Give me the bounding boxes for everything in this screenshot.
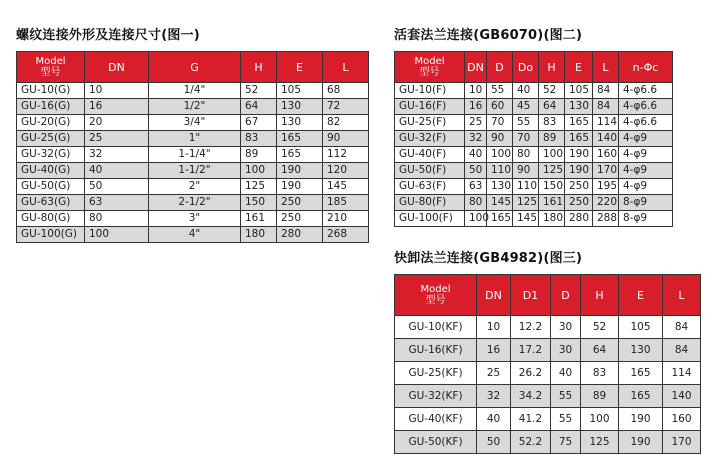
column-header: DN <box>85 52 149 83</box>
value-cell: 64 <box>241 99 277 115</box>
thread-connection-table <box>16 51 369 243</box>
value-cell: 112 <box>323 147 369 163</box>
value-cell: 220 <box>593 195 619 211</box>
model-cell: GU-16(F) <box>395 99 465 115</box>
value-cell: 90 <box>323 131 369 147</box>
column-header: H <box>581 275 619 316</box>
thread-connection-section <box>16 27 369 243</box>
value-cell: 190 <box>565 147 593 163</box>
table-row <box>17 227 369 243</box>
value-cell: 130 <box>277 99 323 115</box>
value-cell: 52 <box>581 316 619 339</box>
value-cell: 52 <box>539 83 565 99</box>
value-cell: 70 <box>487 115 513 131</box>
value-cell: 90 <box>487 131 513 147</box>
value-cell: 195 <box>593 179 619 195</box>
model-cell: GU-10(KF) <box>395 316 477 339</box>
value-cell: 32 <box>465 131 487 147</box>
value-cell: 100 <box>85 227 149 243</box>
quick-release-flange-section <box>394 250 701 454</box>
table-header-row <box>395 52 673 83</box>
value-cell: 16 <box>477 339 511 362</box>
model-cell: GU-32(KF) <box>395 385 477 408</box>
value-cell: 40 <box>477 408 511 431</box>
value-cell: 84 <box>663 316 701 339</box>
value-cell: 55 <box>513 115 539 131</box>
value-cell: 55 <box>551 408 581 431</box>
value-cell: 89 <box>241 147 277 163</box>
model-header <box>395 52 465 83</box>
model-header-en: Model <box>414 56 445 67</box>
value-cell: 250 <box>565 195 593 211</box>
table-row <box>395 115 673 131</box>
model-header <box>17 52 85 83</box>
value-cell: 67 <box>241 115 277 131</box>
value-cell: 160 <box>663 408 701 431</box>
table-row <box>395 147 673 163</box>
value-cell: 165 <box>619 362 663 385</box>
value-cell: 41.2 <box>511 408 551 431</box>
model-header-cn: 型号 <box>40 67 61 78</box>
value-cell: 165 <box>565 115 593 131</box>
value-cell: 90 <box>513 163 539 179</box>
value-cell: 82 <box>323 115 369 131</box>
column-header: L <box>323 52 369 83</box>
value-cell: 4-φ9 <box>619 163 673 179</box>
value-cell: 83 <box>581 362 619 385</box>
table-row <box>395 131 673 147</box>
value-cell: 40 <box>465 147 487 163</box>
value-cell: 170 <box>593 163 619 179</box>
value-cell: 280 <box>565 211 593 227</box>
value-cell: 25 <box>85 131 149 147</box>
model-header-en: Model <box>35 56 66 67</box>
value-cell: 165 <box>565 131 593 147</box>
table-row <box>395 163 673 179</box>
value-cell: 55 <box>551 385 581 408</box>
value-cell: 80 <box>465 195 487 211</box>
value-cell: 89 <box>539 131 565 147</box>
value-cell: 4-φ6.6 <box>619 115 673 131</box>
model-cell: GU-50(KF) <box>395 431 477 454</box>
value-cell: 30 <box>551 339 581 362</box>
value-cell: 250 <box>565 179 593 195</box>
value-cell: 4-φ9 <box>619 131 673 147</box>
column-header: D <box>551 275 581 316</box>
value-cell: 64 <box>539 99 565 115</box>
model-cell: GU-16(G) <box>17 99 85 115</box>
loose-flange-table <box>394 51 673 227</box>
value-cell: 50 <box>465 163 487 179</box>
value-cell: 26.2 <box>511 362 551 385</box>
column-header: E <box>565 52 593 83</box>
value-cell: 288 <box>593 211 619 227</box>
model-cell: GU-10(G) <box>17 83 85 99</box>
value-cell: 52 <box>241 83 277 99</box>
value-cell: 1-1/4" <box>149 147 241 163</box>
value-cell: 84 <box>593 83 619 99</box>
value-cell: 72 <box>323 99 369 115</box>
value-cell: 80 <box>85 211 149 227</box>
table-row <box>395 195 673 211</box>
value-cell: 20 <box>85 115 149 131</box>
table-row <box>395 83 673 99</box>
column-header: DN <box>465 52 487 83</box>
value-cell: 55 <box>487 83 513 99</box>
value-cell: 68 <box>323 83 369 99</box>
value-cell: 165 <box>487 211 513 227</box>
value-cell: 165 <box>277 131 323 147</box>
value-cell: 1/2" <box>149 99 241 115</box>
value-cell: 45 <box>513 99 539 115</box>
value-cell: 100 <box>487 147 513 163</box>
value-cell: 180 <box>539 211 565 227</box>
value-cell: 52.2 <box>511 431 551 454</box>
value-cell: 63 <box>85 195 149 211</box>
value-cell: 180 <box>241 227 277 243</box>
table-row <box>17 99 369 115</box>
model-cell: GU-16(KF) <box>395 339 477 362</box>
value-cell: 130 <box>619 339 663 362</box>
value-cell: 25 <box>465 115 487 131</box>
value-cell: 100 <box>581 408 619 431</box>
value-cell: 4-φ6.6 <box>619 99 673 115</box>
value-cell: 120 <box>323 163 369 179</box>
value-cell: 145 <box>487 195 513 211</box>
table-row <box>395 385 701 408</box>
table-row <box>395 362 701 385</box>
column-header: D <box>487 52 513 83</box>
table-header-row <box>17 52 369 83</box>
value-cell: 40 <box>513 83 539 99</box>
table-row <box>17 131 369 147</box>
value-cell: 145 <box>323 179 369 195</box>
column-header: DN <box>477 275 511 316</box>
value-cell: 250 <box>277 195 323 211</box>
model-header-cn: 型号 <box>419 67 440 78</box>
value-cell: 125 <box>513 195 539 211</box>
value-cell: 3" <box>149 211 241 227</box>
value-cell: 161 <box>539 195 565 211</box>
model-cell: GU-80(F) <box>395 195 465 211</box>
model-cell: GU-10(F) <box>395 83 465 99</box>
value-cell: 83 <box>241 131 277 147</box>
model-cell: GU-25(F) <box>395 115 465 131</box>
value-cell: 165 <box>619 385 663 408</box>
model-cell: GU-20(G) <box>17 115 85 131</box>
value-cell: 105 <box>277 83 323 99</box>
model-cell: GU-40(KF) <box>395 408 477 431</box>
model-cell: GU-100(G) <box>17 227 85 243</box>
column-header: E <box>619 275 663 316</box>
table-row <box>395 99 673 115</box>
table-row <box>395 316 701 339</box>
model-cell: GU-40(F) <box>395 147 465 163</box>
value-cell: 8-φ9 <box>619 195 673 211</box>
value-cell: 280 <box>277 227 323 243</box>
value-cell: 16 <box>85 99 149 115</box>
column-header: n-Φc <box>619 52 673 83</box>
value-cell: 125 <box>539 163 565 179</box>
value-cell: 2" <box>149 179 241 195</box>
value-cell: 140 <box>663 385 701 408</box>
value-cell: 210 <box>323 211 369 227</box>
column-header: H <box>241 52 277 83</box>
value-cell: 125 <box>581 431 619 454</box>
value-cell: 64 <box>581 339 619 362</box>
value-cell: 130 <box>277 115 323 131</box>
table-row <box>395 339 701 362</box>
table-row <box>17 163 369 179</box>
table-row <box>17 211 369 227</box>
model-cell: GU-32(F) <box>395 131 465 147</box>
value-cell: 4-φ9 <box>619 147 673 163</box>
model-cell: GU-25(KF) <box>395 362 477 385</box>
table-row <box>17 179 369 195</box>
value-cell: 89 <box>581 385 619 408</box>
model-cell: GU-100(F) <box>395 211 465 227</box>
model-cell: GU-63(G) <box>17 195 85 211</box>
value-cell: 165 <box>277 147 323 163</box>
table-row <box>17 115 369 131</box>
value-cell: 140 <box>593 131 619 147</box>
value-cell: 12.2 <box>511 316 551 339</box>
value-cell: 10 <box>465 83 487 99</box>
value-cell: 250 <box>277 211 323 227</box>
value-cell: 32 <box>85 147 149 163</box>
value-cell: 110 <box>513 179 539 195</box>
value-cell: 100 <box>465 211 487 227</box>
column-header: E <box>277 52 323 83</box>
value-cell: 40 <box>551 362 581 385</box>
column-header: L <box>663 275 701 316</box>
value-cell: 34.2 <box>511 385 551 408</box>
value-cell: 4-φ9 <box>619 179 673 195</box>
loose-flange-section <box>394 27 673 227</box>
column-header: L <box>593 52 619 83</box>
value-cell: 50 <box>477 431 511 454</box>
value-cell: 190 <box>619 408 663 431</box>
value-cell: 84 <box>663 339 701 362</box>
value-cell: 2-1/2" <box>149 195 241 211</box>
value-cell: 160 <box>593 147 619 163</box>
value-cell: 4" <box>149 227 241 243</box>
value-cell: 130 <box>487 179 513 195</box>
value-cell: 114 <box>663 362 701 385</box>
value-cell: 84 <box>593 99 619 115</box>
model-cell: GU-40(G) <box>17 163 85 179</box>
value-cell: 70 <box>513 131 539 147</box>
value-cell: 130 <box>565 99 593 115</box>
value-cell: 50 <box>85 179 149 195</box>
model-cell: GU-50(F) <box>395 163 465 179</box>
value-cell: 105 <box>619 316 663 339</box>
value-cell: 1/4" <box>149 83 241 99</box>
value-cell: 125 <box>241 179 277 195</box>
model-cell: GU-50(G) <box>17 179 85 195</box>
value-cell: 170 <box>663 431 701 454</box>
value-cell: 150 <box>539 179 565 195</box>
value-cell: 63 <box>465 179 487 195</box>
value-cell: 10 <box>477 316 511 339</box>
value-cell: 4-φ6.6 <box>619 83 673 99</box>
quick-release-flange-title: 快卸法兰连接(GB4982)(图三) <box>394 251 583 266</box>
quick-release-flange-table <box>394 274 701 454</box>
value-cell: 161 <box>241 211 277 227</box>
model-header <box>395 275 477 316</box>
thread-connection-title: 螺纹连接外形及连接尺寸(图一) <box>16 28 200 43</box>
value-cell: 10 <box>85 83 149 99</box>
value-cell: 40 <box>85 163 149 179</box>
column-header: H <box>539 52 565 83</box>
value-cell: 105 <box>565 83 593 99</box>
value-cell: 185 <box>323 195 369 211</box>
value-cell: 190 <box>277 163 323 179</box>
value-cell: 1-1/2" <box>149 163 241 179</box>
model-header-en: Model <box>420 284 451 295</box>
value-cell: 190 <box>277 179 323 195</box>
value-cell: 3/4" <box>149 115 241 131</box>
value-cell: 17.2 <box>511 339 551 362</box>
table-row <box>395 408 701 431</box>
value-cell: 32 <box>477 385 511 408</box>
model-cell: GU-25(G) <box>17 131 85 147</box>
table-row <box>17 83 369 99</box>
value-cell: 80 <box>513 147 539 163</box>
value-cell: 100 <box>539 147 565 163</box>
value-cell: 145 <box>513 211 539 227</box>
table-row <box>17 147 369 163</box>
value-cell: 30 <box>551 316 581 339</box>
value-cell: 190 <box>619 431 663 454</box>
value-cell: 8-φ9 <box>619 211 673 227</box>
column-header: D1 <box>511 275 551 316</box>
model-cell: GU-80(G) <box>17 211 85 227</box>
table-row <box>17 195 369 211</box>
loose-flange-title: 活套法兰连接(GB6070)(图二) <box>394 28 583 43</box>
value-cell: 100 <box>241 163 277 179</box>
value-cell: 114 <box>593 115 619 131</box>
value-cell: 83 <box>539 115 565 131</box>
model-cell: GU-32(G) <box>17 147 85 163</box>
column-header: Do <box>513 52 539 83</box>
value-cell: 110 <box>487 163 513 179</box>
value-cell: 60 <box>487 99 513 115</box>
value-cell: 150 <box>241 195 277 211</box>
table-row <box>395 179 673 195</box>
table-row <box>395 211 673 227</box>
column-header: G <box>149 52 241 83</box>
value-cell: 16 <box>465 99 487 115</box>
table-header-row <box>395 275 701 316</box>
value-cell: 1" <box>149 131 241 147</box>
value-cell: 190 <box>565 163 593 179</box>
table-row <box>395 431 701 454</box>
model-header-cn: 型号 <box>425 295 446 306</box>
value-cell: 25 <box>477 362 511 385</box>
model-cell: GU-63(F) <box>395 179 465 195</box>
value-cell: 75 <box>551 431 581 454</box>
value-cell: 268 <box>323 227 369 243</box>
